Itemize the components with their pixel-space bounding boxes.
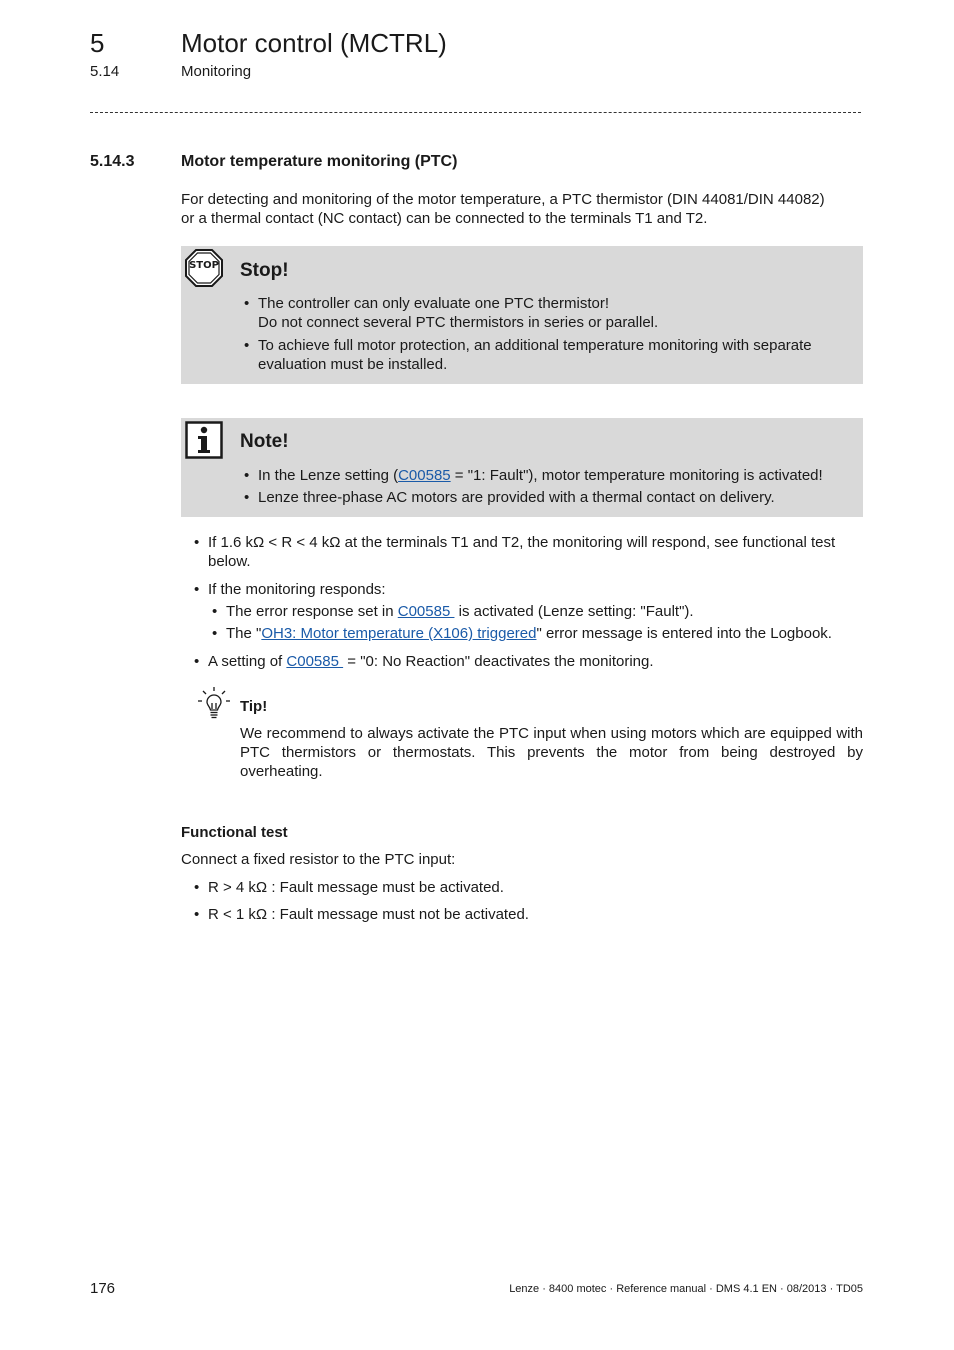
bullet-1-line-1: If 1.6 kΩ < R < 4 kΩ at the terminals T1 and T2, the monitoring will respond, see functional test [208,534,836,551]
bullet-1: • If 1.6 kΩ < R < 4 kΩ at the terminals T1 and T2, the monitoring will respond, see functional test below. [208,533,863,571]
tip-title: Tip! [240,698,268,715]
functional-test-item-2: • R < 1 kΩ : Fault message must not be activated. [194,906,529,923]
bullet-2: • If the monitoring responds: [194,581,386,598]
bullet-2-text: If the monitoring responds: [208,581,386,598]
bullet-2-sub-1-pre: The error response set in [226,603,398,620]
stop-item-2: • To achieve full motor protection, an additional temperature monitoring with separate evaluation must be installed. [258,336,858,374]
functional-test-item-1: • R > 4 kΩ : Fault message must be activated. [194,879,504,896]
chapter-number: 5 [90,28,105,58]
stop-icon [185,249,223,287]
stop-icon-label: STOP [189,260,219,271]
c00585-link[interactable]: C00585 [286,653,344,670]
intro-paragraph [181,190,863,228]
stop-item-2-line-1: To achieve full motor protection, an additional temperature monitoring with separate [258,337,812,354]
bullet-3-pre: A setting of [208,653,287,670]
stop-item-2-line-2: evaluation must be installed. [258,356,448,373]
bullet-2-sub-2-pre: The " [226,625,262,642]
note-item-1-pre: In the Lenze setting ( [258,467,399,484]
chapter-title: Motor control (MCTRL) [181,28,447,58]
section-number: 5.14 [90,63,120,80]
note-item-2-text: Lenze three-phase AC motors are provided with a thermal contact on delivery. [258,489,775,506]
bullet-3: • A setting of C00585 = "0: No Reaction" deactivates the monitoring. [194,653,654,670]
section-title: Monitoring [181,63,252,80]
subsection-title: Motor temperature monitoring (PTC) [181,153,458,170]
note-item-1-post: = "1: Fault"), motor temperature monitoring is activated! [450,467,823,484]
bullet-2-sub-2: • The "OH3: Motor temperature (X106) triggered" error message is entered into the Logbook. [212,625,832,642]
stop-item-1-line-2: Do not connect several PTC thermistors in series or parallel. [258,314,659,331]
footer-doc-info: Lenze · 8400 motec · Reference manual · DMS 4.1 EN · 08/2013 · TD05 [509,1283,863,1295]
c00585-link[interactable]: C00585 [398,467,451,484]
c00585-link[interactable]: C00585 [397,603,455,620]
bullet-1-line-2: below. [208,553,251,570]
stop-title: Stop! [240,260,289,281]
bullet-2-sub-1: • The error response set in C00585 is activated (Lenze setting: "Fault"). [212,603,694,620]
oh3-error-link[interactable]: OH3: Motor temperature (X106) triggered [261,625,537,642]
page-number: 176 [90,1280,116,1297]
header-divider [90,112,861,113]
functional-test-item-1-text: R > 4 kΩ : Fault message must be activated. [208,879,504,896]
note-item-2: • Lenze three-phase AC motors are provided with a thermal contact on delivery. [244,489,775,506]
bullet-2-sub-2-post: " error message is entered into the Logbook. [536,625,832,642]
intro-line-2: or a thermal contact (NC contact) can be connected to the terminals T1 and T2. [181,210,708,227]
intro-line-1: For detecting and monitoring of the motor temperature, a PTC thermistor (DIN 44081/DIN 44082) [181,191,825,208]
lightbulb-icon [196,686,232,722]
bullet-2-sub-1-post: is activated (Lenze setting: "Fault"). [454,603,694,620]
note-item-1: • In the Lenze setting (C00585 = "1: Fault"), motor temperature monitoring is activated! [244,467,823,484]
bullet-3-post: = "0: No Reaction" deactivates the monitoring. [343,653,654,670]
stop-item-1: • The controller can only evaluate one PTC thermistor! Do not connect several PTC thermistors in series or parallel. [258,294,858,332]
stop-item-1-line-1: The controller can only evaluate one PTC thermistor! [258,295,609,312]
functional-test-intro: Connect a fixed resistor to the PTC input: [181,851,456,868]
functional-test-item-2-text: R < 1 kΩ : Fault message must not be activated. [208,906,529,923]
tip-text: We recommend to always activate the PTC input when using motors which are equipped with PTC thermistors or thermostats. This prevents the motor from being destroyed by overheating. [240,725,863,780]
note-title: Note! [240,431,289,452]
info-icon [185,421,223,459]
subsection-number: 5.14.3 [90,153,135,170]
functional-test-title: Functional test [181,824,288,841]
